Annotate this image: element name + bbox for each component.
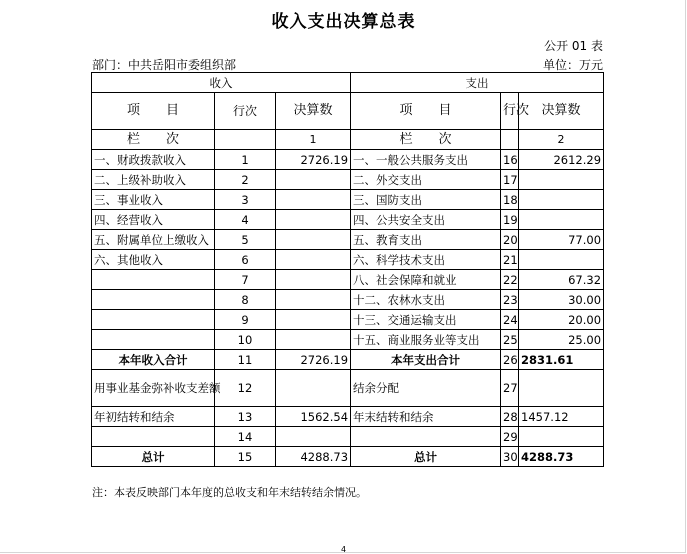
income-year-total-amount: 2726.19 — [276, 350, 351, 370]
section-header-row — [92, 73, 604, 93]
income-row-no: 4 — [215, 210, 276, 230]
income-item: 六、其他收入 — [92, 250, 215, 270]
expense-row-no: 22 — [501, 270, 519, 290]
income-amount — [276, 330, 351, 350]
expense-amount: 77.00 — [519, 230, 604, 250]
income-amount — [276, 190, 351, 210]
income-row-no: 9 — [215, 310, 276, 330]
expense-row-no: 24 — [501, 310, 519, 330]
income-row-no: 8 — [215, 290, 276, 310]
expense-row-no: 21 — [501, 250, 519, 270]
header-row-no-expense: 行次 — [501, 93, 519, 130]
column-header-row — [92, 93, 604, 130]
expense-amount — [519, 190, 604, 210]
income-year-total-row-no: 11 — [215, 350, 276, 370]
column-index-blank — [215, 130, 276, 150]
expense-item: 五、教育支出 — [351, 230, 501, 250]
income-row-no: 6 — [215, 250, 276, 270]
table-row — [92, 250, 604, 270]
income-subsidy-label: 用事业基金弥补收支差额 — [92, 370, 215, 407]
income-item — [92, 270, 215, 290]
income-item: 二、上级补助收入 — [92, 170, 215, 190]
income-item: 三、事业收入 — [92, 190, 215, 210]
blank-row — [92, 427, 604, 447]
table-row — [92, 270, 604, 290]
grand-total-row — [92, 447, 604, 467]
expense-amount: 30.00 — [519, 290, 604, 310]
expense-item: 四、公共安全支出 — [351, 210, 501, 230]
expense-year-total-amount: 2831.61 — [519, 350, 604, 370]
income-subsidy-amount — [276, 370, 351, 407]
expense-item: 六、科学技术支出 — [351, 250, 501, 270]
income-row-no: 5 — [215, 230, 276, 250]
table-row — [92, 230, 604, 250]
expense-row-no: 19 — [501, 210, 519, 230]
income-row-no: 3 — [215, 190, 276, 210]
income-grand-total-row-no: 15 — [215, 447, 276, 467]
expense-row-no: 25 — [501, 330, 519, 350]
header-item-expense: 项 目 — [351, 93, 501, 130]
expense-amount — [519, 170, 604, 190]
expense-row-no: 16 — [501, 150, 519, 170]
expense-row-no: 18 — [501, 190, 519, 210]
expense-year-total-row-no: 26 — [501, 350, 519, 370]
income-grand-total-amount: 4288.73 — [276, 447, 351, 467]
expense-amount: 20.00 — [519, 310, 604, 330]
table-row — [92, 310, 604, 330]
income-item — [92, 310, 215, 330]
expense-amount — [519, 210, 604, 230]
department-label: 部门：中共岳阳市委组织部 — [92, 58, 237, 72]
expense-grand-total-amount: 4288.73 — [519, 447, 604, 467]
expense-year-total-label: 本年支出合计 — [351, 350, 501, 370]
expense-item: 十五、商业服务业等支出 — [351, 330, 501, 350]
section-income-header: 收入 — [92, 73, 351, 93]
blank-cell — [519, 427, 604, 447]
header-row-no: 行次 — [215, 93, 276, 130]
blank-cell — [276, 427, 351, 447]
income-subsidy-row-no: 12 — [215, 370, 276, 407]
expense-distribution-row-no: 27 — [501, 370, 519, 407]
form-number: 公开 01 表 — [544, 39, 603, 53]
expense-amount: 2612.29 — [519, 150, 604, 170]
expense-item: 一、一般公共服务支出 — [351, 150, 501, 170]
column-index-label-expense: 栏 次 — [351, 130, 501, 150]
table-note: 注：本表反映部门本年度的总收支和年末结转结余情况。 — [92, 486, 367, 499]
income-year-total-label: 本年收入合计 — [92, 350, 215, 370]
fund-subsidy-row — [92, 370, 604, 407]
expense-amount — [519, 250, 604, 270]
expense-item: 十二、农林水支出 — [351, 290, 501, 310]
page-number: 4 — [340, 545, 347, 554]
section-expense-header: 支出 — [351, 73, 604, 93]
column-index-label: 栏 次 — [92, 130, 215, 150]
expense-item: 三、国防支出 — [351, 190, 501, 210]
header-item: 项 目 — [92, 93, 215, 130]
income-item: 四、经营收入 — [92, 210, 215, 230]
unit-label: 单位：万元 — [542, 58, 603, 72]
expense-item: 八、社会保障和就业 — [351, 270, 501, 290]
income-row-no: 10 — [215, 330, 276, 350]
expense-row-no: 20 — [501, 230, 519, 250]
expense-carryover-amount: 1457.12 — [519, 407, 604, 427]
income-amount — [276, 270, 351, 290]
income-amount: 2726.19 — [276, 150, 351, 170]
expense-distribution-label: 结余分配 — [351, 370, 501, 407]
income-row-no: 7 — [215, 270, 276, 290]
expense-carryover-label: 年末结转和结余 — [351, 407, 501, 427]
expense-item: 十三、交通运输支出 — [351, 310, 501, 330]
header-amount: 决算数 — [276, 93, 351, 130]
income-amount — [276, 250, 351, 270]
blank-cell — [351, 427, 501, 447]
expense-distribution-amount — [519, 370, 604, 407]
table-row — [92, 210, 604, 230]
income-carryover-amount: 1562.54 — [276, 407, 351, 427]
expense-grand-total-label: 总计 — [351, 447, 501, 467]
income-amount — [276, 230, 351, 250]
income-item: 五、附属单位上缴收入 — [92, 230, 215, 250]
expense-carryover-row-no: 28 — [501, 407, 519, 427]
blank-row-no-expense: 29 — [501, 427, 519, 447]
income-amount — [276, 210, 351, 230]
table-row — [92, 290, 604, 310]
income-item — [92, 290, 215, 310]
column-index-num-expense: 2 — [519, 130, 604, 150]
expense-row-no: 23 — [501, 290, 519, 310]
income-amount — [276, 170, 351, 190]
budget-summary-table — [91, 72, 604, 467]
column-index-num: 1 — [276, 130, 351, 150]
blank-cell — [92, 427, 215, 447]
header-amount-expense: 决算数 — [519, 93, 604, 130]
table-row — [92, 150, 604, 170]
income-carryover-label: 年初结转和结余 — [92, 407, 215, 427]
table-row — [92, 330, 604, 350]
income-item — [92, 330, 215, 350]
income-item: 一、财政拨款收入 — [92, 150, 215, 170]
column-index-blank-expense — [501, 130, 519, 150]
page-title: 收入支出决算总表 — [271, 12, 416, 32]
carryover-row — [92, 407, 604, 427]
income-row-no: 1 — [215, 150, 276, 170]
expense-amount: 67.32 — [519, 270, 604, 290]
income-amount — [276, 290, 351, 310]
expense-item: 二、外交支出 — [351, 170, 501, 190]
table-row — [92, 190, 604, 210]
income-row-no: 2 — [215, 170, 276, 190]
expense-row-no: 17 — [501, 170, 519, 190]
income-carryover-row-no: 13 — [215, 407, 276, 427]
expense-amount: 25.00 — [519, 330, 604, 350]
income-grand-total-label: 总计 — [92, 447, 215, 467]
year-total-row — [92, 350, 604, 370]
blank-row-no: 14 — [215, 427, 276, 447]
column-index-row — [92, 130, 604, 150]
table-row — [92, 170, 604, 190]
expense-grand-total-row-no: 30 — [501, 447, 519, 467]
income-amount — [276, 310, 351, 330]
